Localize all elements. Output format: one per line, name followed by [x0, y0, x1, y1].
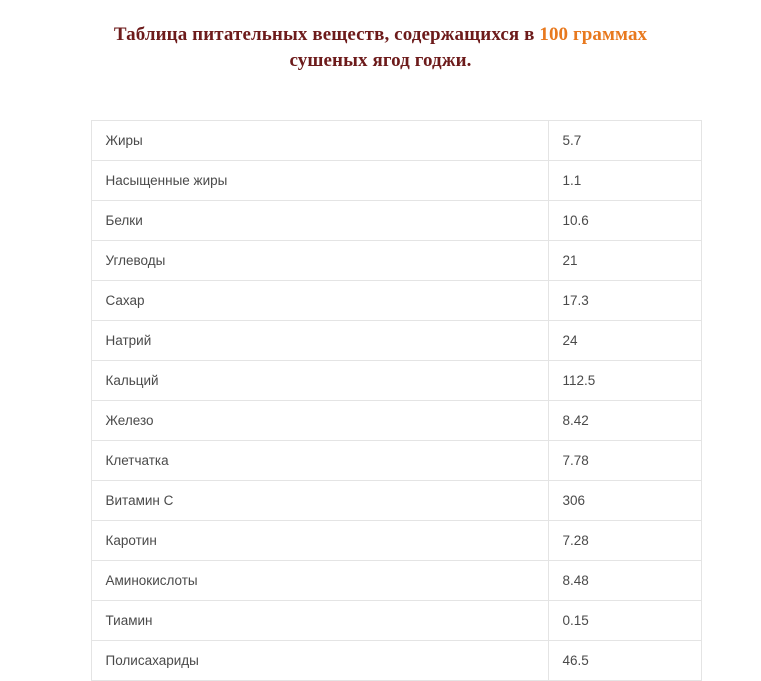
nutrient-name-cell: Железо — [91, 401, 548, 441]
nutrient-value-cell: 7.28 — [548, 521, 701, 561]
nutrient-name-cell: Каротин — [91, 521, 548, 561]
nutrient-name-cell: Витамин C — [91, 481, 548, 521]
nutrient-name-cell: Натрий — [91, 321, 548, 361]
nutrient-value-cell: 8.48 — [548, 561, 701, 601]
nutrient-name-cell: Аминокислоты — [91, 561, 548, 601]
nutrient-name-cell: Насыщенные жиры — [91, 161, 548, 201]
table-row — [91, 481, 701, 521]
nutrient-value-cell: 10.6 — [548, 201, 701, 241]
table-row — [91, 241, 701, 281]
nutrient-value-cell: 0.15 — [548, 601, 701, 641]
nutrient-name-cell: Кальций — [91, 361, 548, 401]
table-row — [91, 201, 701, 241]
table-row — [91, 641, 701, 681]
page-title — [0, 0, 761, 74]
nutrient-name-cell: Полисахариды — [91, 641, 548, 681]
nutrient-name-cell: Тиамин — [91, 601, 548, 641]
table-row — [91, 401, 701, 441]
table-row — [91, 281, 701, 321]
table-row — [91, 441, 701, 481]
nutrient-value-cell: 46.5 — [548, 641, 701, 681]
nutrient-value-cell: 7.78 — [548, 441, 701, 481]
page-title-line2: сушеных ягод годжи. — [289, 50, 472, 71]
nutrient-name-cell: Сахар — [91, 281, 548, 321]
table-row — [91, 521, 701, 561]
table-row — [91, 161, 701, 201]
nutrient-value-cell: 112.5 — [548, 361, 701, 401]
nutrition-table — [91, 120, 702, 681]
table-row — [91, 361, 701, 401]
nutrition-table-body — [91, 121, 701, 681]
nutrient-value-cell: 8.42 — [548, 401, 701, 441]
table-row — [91, 121, 701, 161]
nutrient-value-cell: 306 — [548, 481, 701, 521]
table-row — [91, 601, 701, 641]
nutrient-value-cell: 5.7 — [548, 121, 701, 161]
nutrient-name-cell: Углеводы — [91, 241, 548, 281]
nutrient-value-cell: 17.3 — [548, 281, 701, 321]
nutrient-value-cell: 24 — [548, 321, 701, 361]
table-row — [91, 321, 701, 361]
nutrition-table-wrapper — [91, 120, 671, 681]
nutrient-value-cell: 1.1 — [548, 161, 701, 201]
table-row — [91, 561, 701, 601]
nutrient-name-cell: Жиры — [91, 121, 548, 161]
nutrient-name-cell: Клетчатка — [91, 441, 548, 481]
page-title-accent: 100 граммах — [539, 24, 648, 45]
nutrient-value-cell: 21 — [548, 241, 701, 281]
page-title-text-before: Таблица питательных веществ, содержащихся в — [113, 24, 540, 45]
nutrient-name-cell: Белки — [91, 201, 548, 241]
